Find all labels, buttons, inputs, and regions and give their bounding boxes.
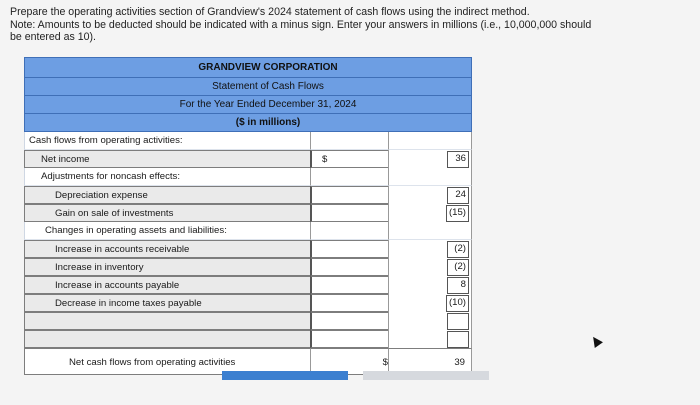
total-label[interactable]: Net cash flows from operating activities	[24, 348, 310, 375]
blank-label-input-1[interactable]	[24, 312, 310, 330]
instructions	[10, 6, 695, 44]
blank-row-1	[24, 312, 472, 330]
receivable-row	[24, 240, 472, 258]
payable-row	[24, 276, 472, 294]
instruction-note: Note: Amounts to be deducted should be indicated with a minus sign. Enter your answers in millions (i.e., 10,000,000 should	[10, 18, 592, 31]
instruction-note-cont: be entered as 10).	[10, 31, 96, 43]
inventory-label[interactable]: Increase in inventory	[24, 258, 310, 276]
net-income-input[interactable]: 36	[447, 151, 469, 168]
net-income-row	[24, 150, 472, 168]
section-title-row	[24, 132, 472, 150]
mouse-cursor-icon	[589, 334, 603, 348]
gain-input[interactable]: (15)	[446, 205, 469, 222]
depreciation-input[interactable]: 24	[447, 187, 469, 204]
net-income-label[interactable]: Net income	[24, 150, 310, 168]
cash-flow-worksheet	[24, 57, 472, 375]
blank-amount-input-2[interactable]	[447, 331, 469, 348]
blank-label-input-2[interactable]	[24, 330, 310, 348]
payable-input[interactable]: 8	[447, 277, 469, 294]
secondary-button[interactable]	[363, 371, 489, 380]
gain-row	[24, 204, 472, 222]
statement-period: For the Year Ended December 31, 2024	[24, 95, 472, 113]
total-currency-symbol: $	[382, 357, 388, 368]
taxes-row	[24, 294, 472, 312]
primary-button[interactable]	[222, 371, 348, 380]
adjustments-heading: Adjustments for noncash effects:	[24, 168, 310, 186]
receivable-input[interactable]: (2)	[447, 241, 469, 258]
company-name: GRANDVIEW CORPORATION	[24, 57, 472, 77]
receivable-label[interactable]: Increase in accounts receivable	[24, 240, 310, 258]
inventory-input[interactable]: (2)	[447, 259, 469, 276]
depreciation-label[interactable]: Depreciation expense	[24, 186, 310, 204]
taxes-input[interactable]: (10)	[446, 295, 469, 312]
currency-symbol: $	[322, 154, 328, 165]
changes-heading-row	[24, 222, 472, 240]
gain-label[interactable]: Gain on sale of investments	[24, 204, 310, 222]
blank-amount-input-1[interactable]	[447, 313, 469, 330]
total-amount[interactable]: 39	[388, 348, 472, 375]
instruction-line: Prepare the operating activities section of Grandview's 2024 statement of cash flows using the indirect method.	[10, 6, 530, 18]
blank-row-2	[24, 330, 472, 348]
taxes-label[interactable]: Decrease in income taxes payable	[24, 294, 310, 312]
changes-heading: Changes in operating assets and liabilities:	[24, 222, 310, 240]
section-title: Cash flows from operating activities:	[24, 132, 310, 150]
payable-label[interactable]: Increase in accounts payable	[24, 276, 310, 294]
inventory-row	[24, 258, 472, 276]
statement-title: Statement of Cash Flows	[24, 77, 472, 95]
statement-units: ($ in millions)	[24, 113, 472, 132]
depreciation-row	[24, 186, 472, 204]
adjustments-heading-row	[24, 168, 472, 186]
